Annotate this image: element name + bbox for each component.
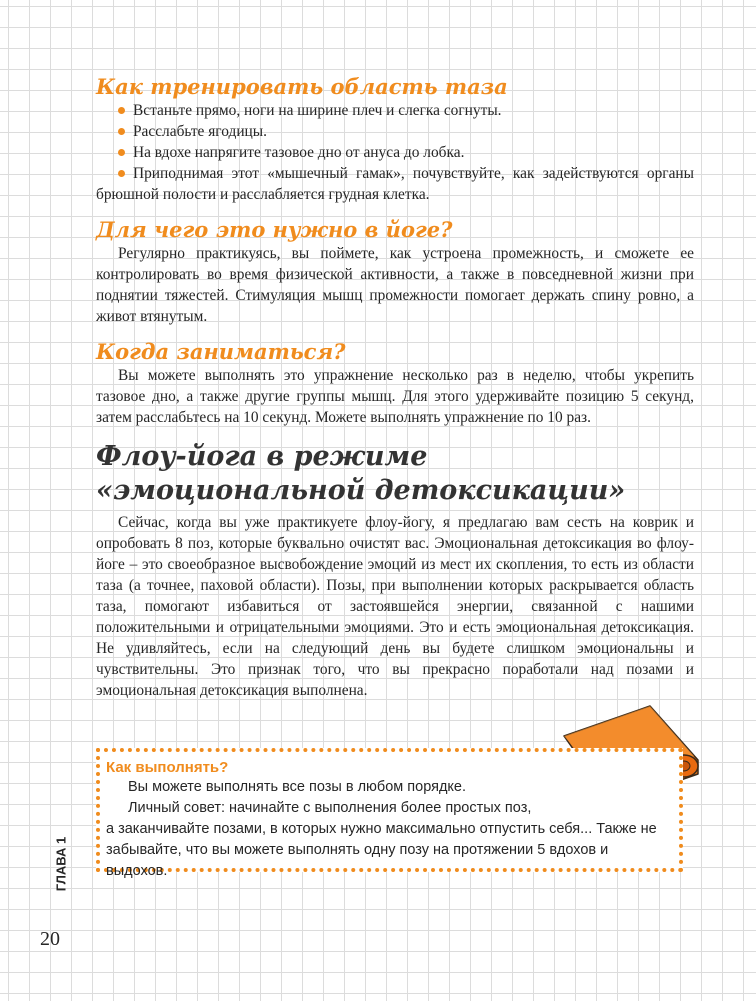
bullet-dot-icon <box>118 107 125 114</box>
list-item: Расслабьте ягодицы. <box>96 121 694 142</box>
tip-line-1: Вы можете выполнять все позы в любом порядке. <box>128 779 467 795</box>
section-title-line2: «эмоциональной детоксикации» <box>96 475 626 506</box>
tip-box <box>96 748 683 879</box>
heading-pelvis-training: Как тренировать область таза <box>96 74 508 99</box>
list-item: Приподнимая этот «мышечный гамак», почувствуйте, как задействуются органы брюшной полости и расслабляется грудная клетка. <box>96 165 694 203</box>
bullet-dot-icon <box>118 170 125 177</box>
list-item: На вдохе напрягите тазовое дно от ануса до лобка. <box>96 142 694 163</box>
page-number: 20 <box>40 928 60 950</box>
tip-line-2: Личный совет: начинайте с выполнения более простых поз, <box>128 800 532 816</box>
paragraph-flow-yoga: Сейчас, когда вы уже практикуете флоу-йогу, я предлагаю вам сесть на коврик и опробовать 8 поз, которые буквально очистят вас. Эмоциональная детоксикация во флоу-йоге – это своеобразное высвобождение эмоций из мест их скопления, то есть из области таза (а точнее, паховой области). Позы, при выполнении которых раскрывается область таза, помогают избавиться от застоявшейся энергии, связанной с нашими положительными и отрицательными эмоциями. Это и есть эмоциональная детоксикация. Не удивляйтесь, если на следующий день вы будете слишком эмоциональны и чувствительны. Это признак того, что вы прекрасно поработали над позами и эмоциональная детоксикация выполнена. <box>96 514 694 699</box>
heading-when-practice: Когда заниматься? <box>96 339 346 364</box>
paragraph-why-yoga: Регулярно практикуясь, вы поймете, как устроена промежность, и сможете ее контролировать во время физической активности, а также в повседневной жизни при поднятии тяжестей. Стимуляция мышц промежности помогает держать спину ровно, а живот втянутым. <box>96 245 694 325</box>
bullet-dot-icon <box>118 149 125 156</box>
section-title-line1: Флоу-йога в режиме <box>96 441 428 472</box>
page-content <box>96 74 694 701</box>
tip-line-3: а заканчивайте позами, в которых нужно максимально отпустить себя... Также не забывайте, что вы можете выполнять одну позу на протяжении 5 вдохов и выдохов. <box>106 821 657 879</box>
heading-why-yoga: Для чего это нужно в йоге? <box>96 217 453 242</box>
bullet-dot-icon <box>118 128 125 135</box>
tip-heading: Как выполнять? <box>106 759 229 776</box>
chapter-label: ГЛАВА 1 <box>53 836 69 892</box>
paragraph-when-practice: Вы можете выполнять это упражнение несколько раз в неделю, чтобы укрепить тазовое дно, а также другие группы мышц. Для этого удерживайте позицию 5 секунд, затем расслабьтесь на 10 секунд. Можете выполнять упражнение по 10 раз. <box>96 367 694 426</box>
instruction-list <box>96 100 694 205</box>
list-item: Встаньте прямо, ноги на ширине плеч и слегка согнуты. <box>96 100 694 121</box>
